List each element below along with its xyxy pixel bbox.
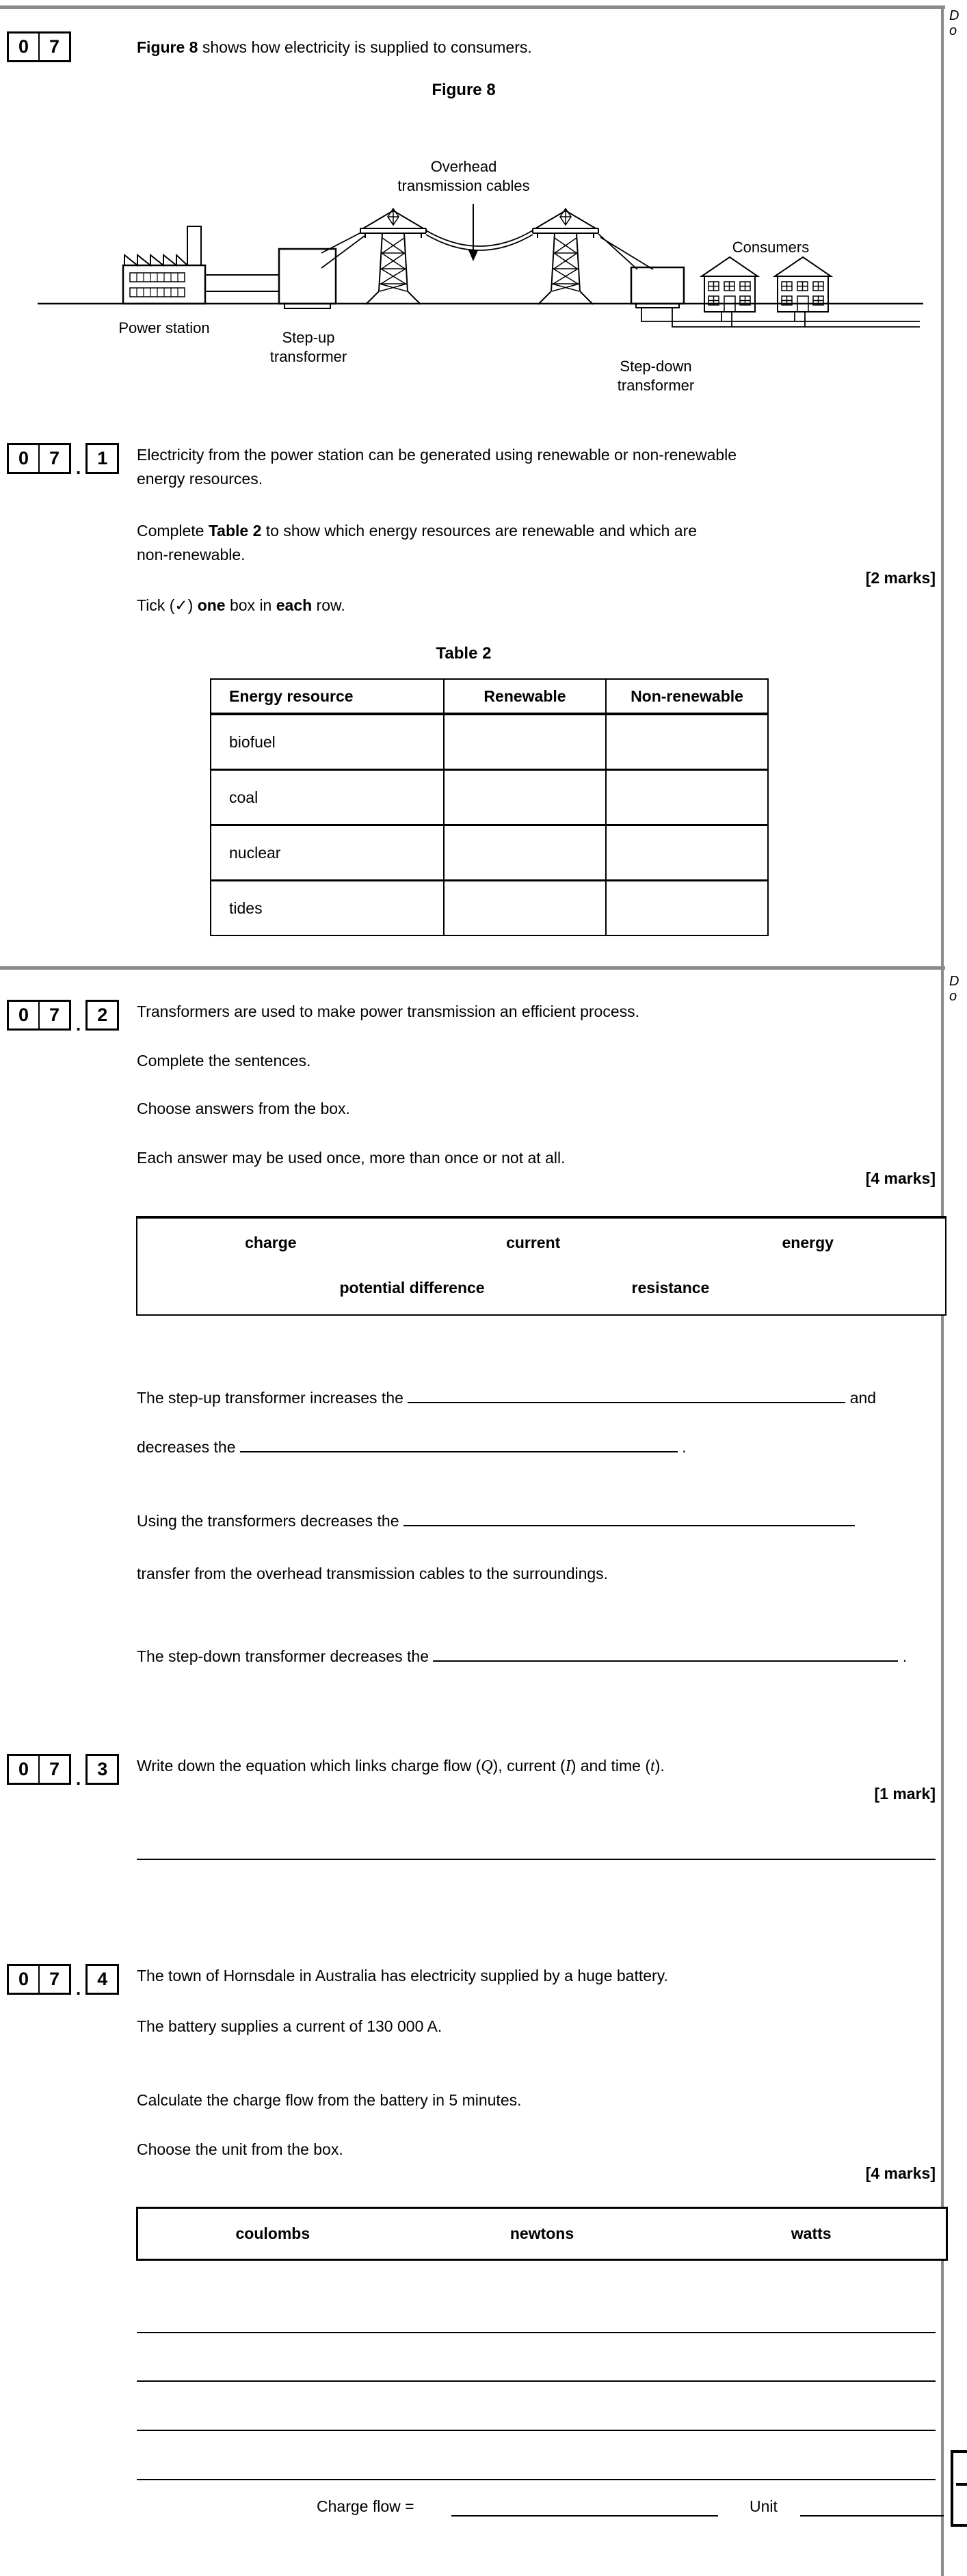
- q07-2-line3: Choose answers from the box.: [137, 1100, 350, 1117]
- step-up-transformer-label: Step-up transformer: [269, 329, 347, 365]
- step-down-transformer-label: Step-down transformer: [617, 358, 695, 394]
- table-2-header-row: [211, 679, 768, 714]
- question-number-07-1: 0 7 . 1: [7, 443, 119, 474]
- marks-total-box: [951, 2450, 967, 2527]
- word-resistance: resistance: [631, 1279, 710, 1297]
- answer-word-box: [136, 1216, 946, 1316]
- q07-intro: [137, 38, 532, 57]
- unit-coulombs: coulombs: [235, 2225, 310, 2242]
- word-energy: energy: [782, 1234, 834, 1251]
- col-header-energy-resource: Energy resource: [211, 679, 444, 714]
- unit-choice-box: [136, 2207, 948, 2261]
- margin-note-line2: o: [949, 989, 957, 1004]
- q07-1-line3: Complete Table 2 to show which energy resources are renewable and which are: [137, 522, 698, 540]
- row-label-nuclear: nuclear: [211, 825, 444, 881]
- row-label-coal: coal: [211, 770, 444, 825]
- unit-newtons: newtons: [509, 2225, 574, 2242]
- tick-cell-biofuel-non-renewable[interactable]: [606, 714, 768, 770]
- blank-transformers-decrease[interactable]: [403, 1511, 855, 1526]
- word-current: current: [506, 1234, 561, 1251]
- q07-intro-rest: shows how electricity is supplied to consumers.: [198, 38, 532, 56]
- q07-2-sentence4: transfer from the overhead transmission cables to the surroundings.: [137, 1565, 609, 1582]
- margin-note-line1: D: [949, 974, 959, 989]
- row-label-tides: tides: [211, 881, 444, 936]
- symbol-I: I: [565, 1757, 571, 1775]
- q07-4-working-line-4[interactable]: [137, 2479, 936, 2480]
- unit-watts: watts: [791, 2225, 832, 2242]
- q07-2-sentence1: The step-up transformer increases the and: [137, 1389, 877, 1407]
- blank-step-down-decreases[interactable]: [433, 1647, 898, 1662]
- figure-8-caption: Figure 8: [432, 81, 496, 99]
- question-number-07-3: 0 7 . 3: [7, 1754, 119, 1785]
- q07-4-line2: The battery supplies a current of 130 000 A.: [137, 2017, 442, 2035]
- table-row: [211, 714, 768, 770]
- question-number-07: [7, 31, 71, 62]
- table-2-caption: Table 2: [436, 644, 492, 663]
- step-up-transformer-drawing: [279, 249, 336, 308]
- margin-rule-page1: [941, 7, 944, 966]
- q07-4-marks: [4 marks]: [865, 2164, 936, 2182]
- tick-cell-biofuel-renewable[interactable]: [444, 714, 606, 770]
- q07-4-line3: Calculate the charge flow from the battery in 5 minutes.: [137, 2091, 522, 2109]
- tick-cell-nuclear-renewable[interactable]: [444, 825, 606, 881]
- page-break-divider: [0, 966, 945, 970]
- q07-2-marks: [4 marks]: [865, 1169, 936, 1187]
- table-row: [211, 770, 768, 825]
- blank-step-up-decreases[interactable]: [240, 1437, 678, 1452]
- power-station-drawing: [123, 226, 205, 304]
- left-pylon: [360, 209, 426, 304]
- figure-8-diagram: [0, 157, 967, 390]
- q07-1-line1: Electricity from the power station can be generated using renewable or non-renewable: [137, 446, 737, 464]
- tick-cell-coal-renewable[interactable]: [444, 770, 606, 825]
- charge-flow-answer-blank[interactable]: [451, 2515, 718, 2517]
- q07-1-line4: non-renewable.: [137, 546, 246, 563]
- q07-4-working-line-1[interactable]: [137, 2332, 936, 2333]
- q07-2-line4: Each answer may be used once, more than once or not at all.: [137, 1149, 566, 1167]
- word-potential-difference: potential difference: [339, 1279, 485, 1297]
- symbol-Q: Q: [481, 1757, 493, 1775]
- power-station-label: Power station: [118, 319, 210, 336]
- q07-1-marks: [2 marks]: [865, 569, 936, 587]
- q07-2-sentence5: The step-down transformer decreases the .: [137, 1647, 908, 1665]
- blank-step-up-increases[interactable]: [408, 1388, 845, 1403]
- q07-1-line2: energy resources.: [137, 470, 263, 488]
- col-header-renewable: Renewable: [444, 679, 606, 714]
- margin-note-page2: [949, 974, 959, 1004]
- word-charge: charge: [245, 1234, 297, 1251]
- q07-2-line1: Transformers are used to make power transmission an efficient process.: [137, 1002, 640, 1020]
- station-transformer-wires: [205, 275, 279, 291]
- pylon-step-down-wires: [598, 234, 653, 269]
- table-row: [211, 881, 768, 936]
- marks-total-dash: [956, 2483, 967, 2486]
- question-number-07-2: 0 7 . 2: [7, 1000, 119, 1031]
- q07-3-answer-line[interactable]: [137, 1859, 936, 1860]
- col-header-non-renewable: Non-renewable: [606, 679, 768, 714]
- q07-3-question: Write down the equation which links charge flow (Q), current (I) and time (t).: [137, 1757, 665, 1775]
- consumers-label: Consumers: [732, 239, 810, 256]
- q07-2-sentence2: decreases the .: [137, 1438, 687, 1456]
- q07-4-working-line-2[interactable]: [137, 2380, 936, 2382]
- cables-pointer-arrow: [468, 204, 478, 261]
- right-pylon: [533, 209, 598, 304]
- q07-4-line1: The town of Hornsdale in Australia has electricity supplied by a huge battery.: [137, 1967, 668, 1984]
- page-top-divider: [0, 5, 945, 9]
- underground-cables: [641, 308, 920, 327]
- question-number-07-4: 0 7 . 4: [7, 1964, 119, 1995]
- margin-note-line2: o: [949, 23, 957, 38]
- step-down-transformer-drawing: [631, 267, 684, 308]
- q07-2-sentence3: Using the transformers decreases the: [137, 1511, 855, 1530]
- q07-4-working-line-3[interactable]: [137, 2430, 936, 2431]
- row-label-biofuel: biofuel: [211, 714, 444, 770]
- table-2: [210, 678, 769, 936]
- q07-intro-bold: Figure 8: [137, 38, 198, 56]
- unit-label: Unit: [750, 2497, 778, 2515]
- q07-1-tick-instruction: Tick (✓) one box in each row.: [137, 596, 345, 614]
- tick-cell-nuclear-non-renewable[interactable]: [606, 825, 768, 881]
- transmission-cables: [426, 230, 533, 250]
- margin-rule-page2: [941, 970, 944, 2576]
- question-digit-0: 0: [7, 31, 39, 62]
- charge-flow-label: Charge flow =: [317, 2497, 414, 2515]
- margin-note-line1: D: [949, 8, 959, 23]
- q07-3-marks: [1 mark]: [874, 1785, 936, 1803]
- symbol-t: t: [650, 1757, 655, 1775]
- tick-cell-tides-non-renewable[interactable]: [606, 881, 768, 936]
- q07-4-line4: Choose the unit from the box.: [137, 2140, 343, 2158]
- unit-answer-blank[interactable]: [800, 2515, 944, 2517]
- q07-2-line2: Complete the sentences.: [137, 1052, 311, 1070]
- question-digit-7: 7: [39, 31, 71, 62]
- tick-cell-tides-renewable[interactable]: [444, 881, 606, 936]
- tick-cell-coal-non-renewable[interactable]: [606, 770, 768, 825]
- table-row: [211, 825, 768, 881]
- overhead-cables-label: Overhead transmission cables: [397, 158, 530, 194]
- step-up-pylon-wires: [321, 233, 365, 268]
- margin-note-page1: [949, 8, 959, 38]
